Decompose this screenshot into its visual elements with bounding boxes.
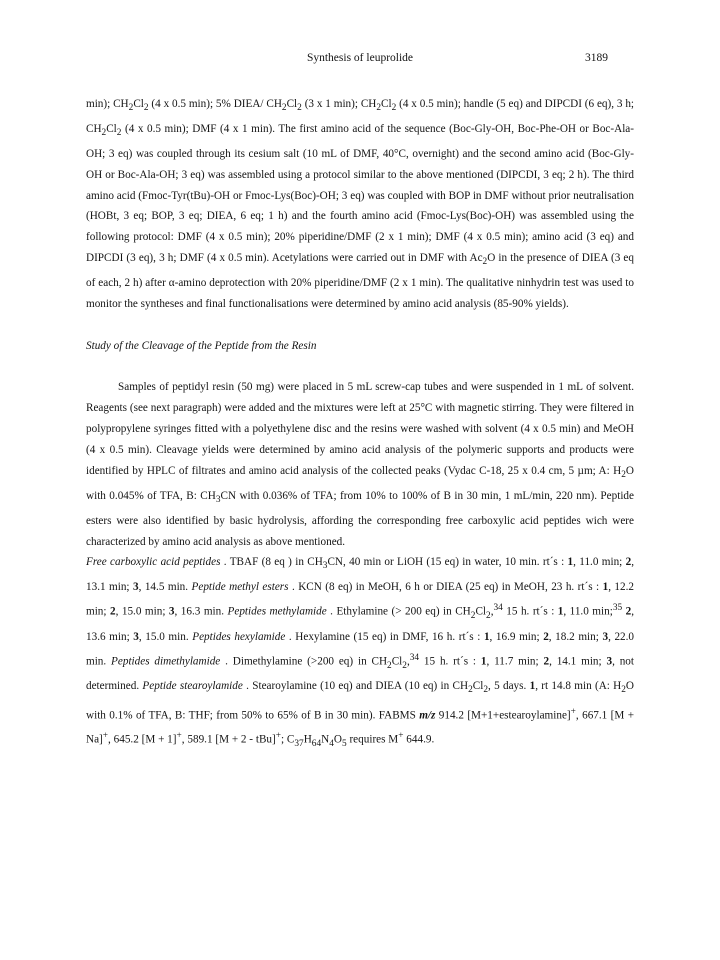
compound-number: 1 <box>483 630 490 643</box>
text-run: . Ethylamine (> 200 eq) in CH <box>326 605 471 618</box>
text-run: , 589.1 [M + 2 - tBu] <box>181 733 276 746</box>
text-run: , 16.3 min. <box>174 605 228 618</box>
charge-superscript: + <box>176 731 182 742</box>
compound-number: 1 <box>557 605 564 618</box>
text-run: Cl <box>106 123 117 136</box>
subscript: 3 <box>322 561 328 572</box>
text-run: , 667.1 [M + Na] <box>86 709 635 746</box>
compound-number: 2 <box>110 605 116 618</box>
text-run-italic: Free carboxylic acid peptides <box>86 556 221 569</box>
text-run: Cl <box>133 98 144 110</box>
text-run: (4 x 0.5 min); 5% DIEA/ CH <box>148 98 282 110</box>
running-head <box>0 50 720 70</box>
subscript: 2 <box>402 660 407 671</box>
text-run: O with 0.045% of TFA, B: CH <box>86 464 634 502</box>
text-run: O in the presence of DIEA (3 eq of each, 2 h) after α-amino deprotection with 20% piperidine/DMF (2 x 1 min). The qualitative ninhydrin test was used to monitor the syntheses and final functionalisations were determined by amino acid analysis (85-90% yields). <box>86 252 634 310</box>
compound-number: 2 <box>625 556 632 569</box>
text-run: Cl <box>286 98 298 110</box>
text-run: O <box>333 733 342 746</box>
compound-number: 2 <box>543 655 550 668</box>
article-body <box>86 94 634 755</box>
text-run-italic: Peptides hexylamide <box>192 630 286 643</box>
subscript: 2 <box>128 103 134 114</box>
subscript: 2 <box>483 685 489 696</box>
compound-number: 3 <box>133 581 139 594</box>
charge-superscript: + <box>275 731 281 742</box>
text-run: O with 0.1% of TFA, B: THF; from 50% to 65% of B in 30 min). FABMS <box>86 680 635 722</box>
text-run: 15 h. rt´s : <box>419 655 481 668</box>
text-run: (3 x 1 min); CH <box>301 98 377 110</box>
compound-number: 3 <box>606 655 613 668</box>
subscript: 2 <box>297 103 302 114</box>
reference-superscript: 35 <box>612 603 623 614</box>
subscript: 2 <box>101 128 107 139</box>
text-run: . KCN (8 eq) in MeOH, 6 h or DIEA (25 eq) in MeOH, 23 h. rt´s : <box>288 581 603 594</box>
subscript: 4 <box>329 739 334 749</box>
subscript: 3 <box>215 494 221 505</box>
reference-superscript: 34 <box>493 603 503 614</box>
subscript: 2 <box>468 685 473 696</box>
text-run: , 14.1 min; <box>549 655 607 668</box>
charge-superscript: + <box>570 706 576 717</box>
text-run: 644.9. <box>403 733 435 746</box>
text-run: , not determined. <box>86 655 634 693</box>
text-run: CN, 40 min or LiOH (15 eq) in water, 10 min. rt´s : <box>327 556 568 569</box>
text-run: . Hexylamine (15 eq) in DMF, 16 h. rt´s : <box>285 630 484 643</box>
text-run: , 15.0 min. <box>138 630 193 643</box>
text-run: Cl <box>381 98 392 110</box>
compound-number: 1 <box>480 655 487 668</box>
text-run: . Dimethylamine (>200 eq) in CH <box>220 655 388 668</box>
text-run: Samples of peptidyl resin (50 mg) were placed in 5 mL screw-cap tubes and were suspended in 1 mL of solvent. Reagents (see next paragraph) were added and the mixtures were left at 25°C with magnetic stirring. They were filtered in polypropylene syringes fitted with a polyethylene disc and the resins were washed with solvent (4 x 0.5 min) and MeOH (4 x 0.5 min). Cleavage yields were determined by amino acid analysis of the polymeric supports and products were identified by HPLC of filtrates and amino acid analysis of the collected peaks (Vydac C-18, 25 x 0.4 cm, 5 µm; A: H <box>86 381 634 477</box>
compound-number: 1 <box>529 680 536 693</box>
text-run-italic: Peptides dimethylamide <box>111 655 221 668</box>
text-run: , 12.2 min; <box>86 581 635 618</box>
text-run: (4 x 0.5 min); handle (5 eq) and DIPCDI (6 eq), 3 h; CH <box>86 98 635 136</box>
subscript: 2 <box>470 611 476 622</box>
text-run: , 645.2 [M + 1] <box>108 733 177 746</box>
text-run: N <box>321 733 330 746</box>
text-run: , 5 days. <box>488 680 530 693</box>
subscript: 2 <box>376 103 382 114</box>
charge-superscript: + <box>102 731 109 742</box>
compound-number: 2 <box>625 605 632 618</box>
text-run-italic: Peptide stearoylamide <box>142 680 243 693</box>
compound-number: 3 <box>168 605 175 618</box>
page-number: 3189 <box>585 52 608 64</box>
subscript: 64 <box>311 739 322 749</box>
paragraph-synthesis-protocol <box>86 94 634 315</box>
text-run: . TBAF (8 eq ) in CH <box>220 556 323 569</box>
section-heading: Study of the Cleavage of the Peptide from the Resin <box>86 339 317 352</box>
text-run: , 22.0 min. <box>86 630 635 668</box>
text-run: , 16.9 min; <box>489 630 544 643</box>
text-run: requires M <box>346 733 399 746</box>
charge-superscript: + <box>398 731 404 742</box>
subscript: 2 <box>281 103 287 114</box>
subscript: 2 <box>391 103 397 114</box>
text-run: , 11.0 min; <box>563 605 613 618</box>
compound-number: 3 <box>602 630 609 643</box>
text-run: Cl <box>391 655 403 668</box>
subscript: 2 <box>621 469 626 480</box>
text-run: , 18.2 min; <box>548 630 603 643</box>
subscript: 2 <box>116 128 122 139</box>
text-run: min); CH <box>86 98 129 110</box>
text-run: , 14.5 min. <box>138 581 192 594</box>
subscript: 2 <box>486 611 491 622</box>
reference-superscript: 34 <box>409 652 420 663</box>
text-run: , <box>406 655 410 668</box>
text-run: CN with 0.036% of TFA; from 10% to 100% of B in 30 min, 1 mL/min, 220 nm). Peptide esters were also identified by basic hydrolysis, affording the corresponding free carboxylic acid peptides wich were characterized by amino acid analysis as above mentioned. <box>86 489 634 548</box>
text-run: , rt 14.8 min (A: H <box>535 680 622 693</box>
text-run: , <box>490 605 494 618</box>
paragraph-cleavage-results <box>86 552 634 754</box>
running-title: Synthesis of leuprolide <box>306 52 414 64</box>
compound-number: 2 <box>543 630 549 643</box>
subscript: 2 <box>143 103 149 114</box>
subscript: 5 <box>341 739 347 749</box>
text-run: ; C <box>281 733 295 746</box>
text-run-italic: Peptides methylamide <box>227 605 327 618</box>
compound-number: 1 <box>602 581 609 594</box>
text-run: , 13.1 min; <box>86 556 634 594</box>
compound-number: 1 <box>567 556 574 569</box>
subscript: 2 <box>621 685 626 696</box>
text-run: (4 x 0.5 min); DMF (4 x 1 min). The first amino acid of the sequence (Boc-Gly-OH, Boc-Phe-OH or Boc-Ala-OH; 3 eq) was coupled through its cesium salt (10 mL of DMF, 40°C, overnight) and the second amino acid (Boc-Gly-OH or Boc-Ala-OH; 3 eq) was assembled using a protocol similar to the above mentioned (DIPCDI, 3 eq; 2 h). The third amino acid (Fmoc-Tyr(tBu)-OH or Fmoc-Lys(Boc)-OH; 3 eq) was coupled with BOP in DMF without prior neutralisation (HOBt, 3 eq; BOP, 3 eq; DIEA, 6 eq; 1 h) and the fourth amino acid (Fmoc-Lys(Boc)-OH) was assembled using the following protocol: DMF (4 x 0.5 min); 20% piperidine/DMF (2 x 1 min); DMF (4 x 0.5 min); amino acid (3 eq) and DIPCDI (3 eq), 3 h; DMF (4 x 0.5 min). Acetylations were carried out in DMF with Ac <box>86 123 634 265</box>
text-run: 914.2 [M+1+estearoylamine] <box>435 709 571 722</box>
text-run: , 13.6 min; <box>86 605 635 643</box>
text-run: H <box>303 733 312 746</box>
paragraph-cleavage-method <box>86 377 634 552</box>
text-run: . Stearoylamine (10 eq) and DIEA (10 eq) in CH <box>242 680 469 693</box>
text-run-italic: m/z <box>419 709 436 722</box>
text-run: , 15.0 min; <box>115 605 169 618</box>
text-run: 15 h. rt´s : <box>502 605 558 618</box>
compound-number: 3 <box>133 630 139 643</box>
text-run: , 11.0 min; <box>573 556 626 569</box>
subscript: 2 <box>482 257 488 268</box>
subscript: 2 <box>387 660 392 671</box>
subscript: 37 <box>294 739 304 749</box>
text-run-italic: Peptide methyl esters <box>191 581 289 594</box>
text-run: , 11.7 min; <box>486 655 544 668</box>
text-run: Cl <box>475 605 487 618</box>
text-run: Cl <box>472 680 484 693</box>
